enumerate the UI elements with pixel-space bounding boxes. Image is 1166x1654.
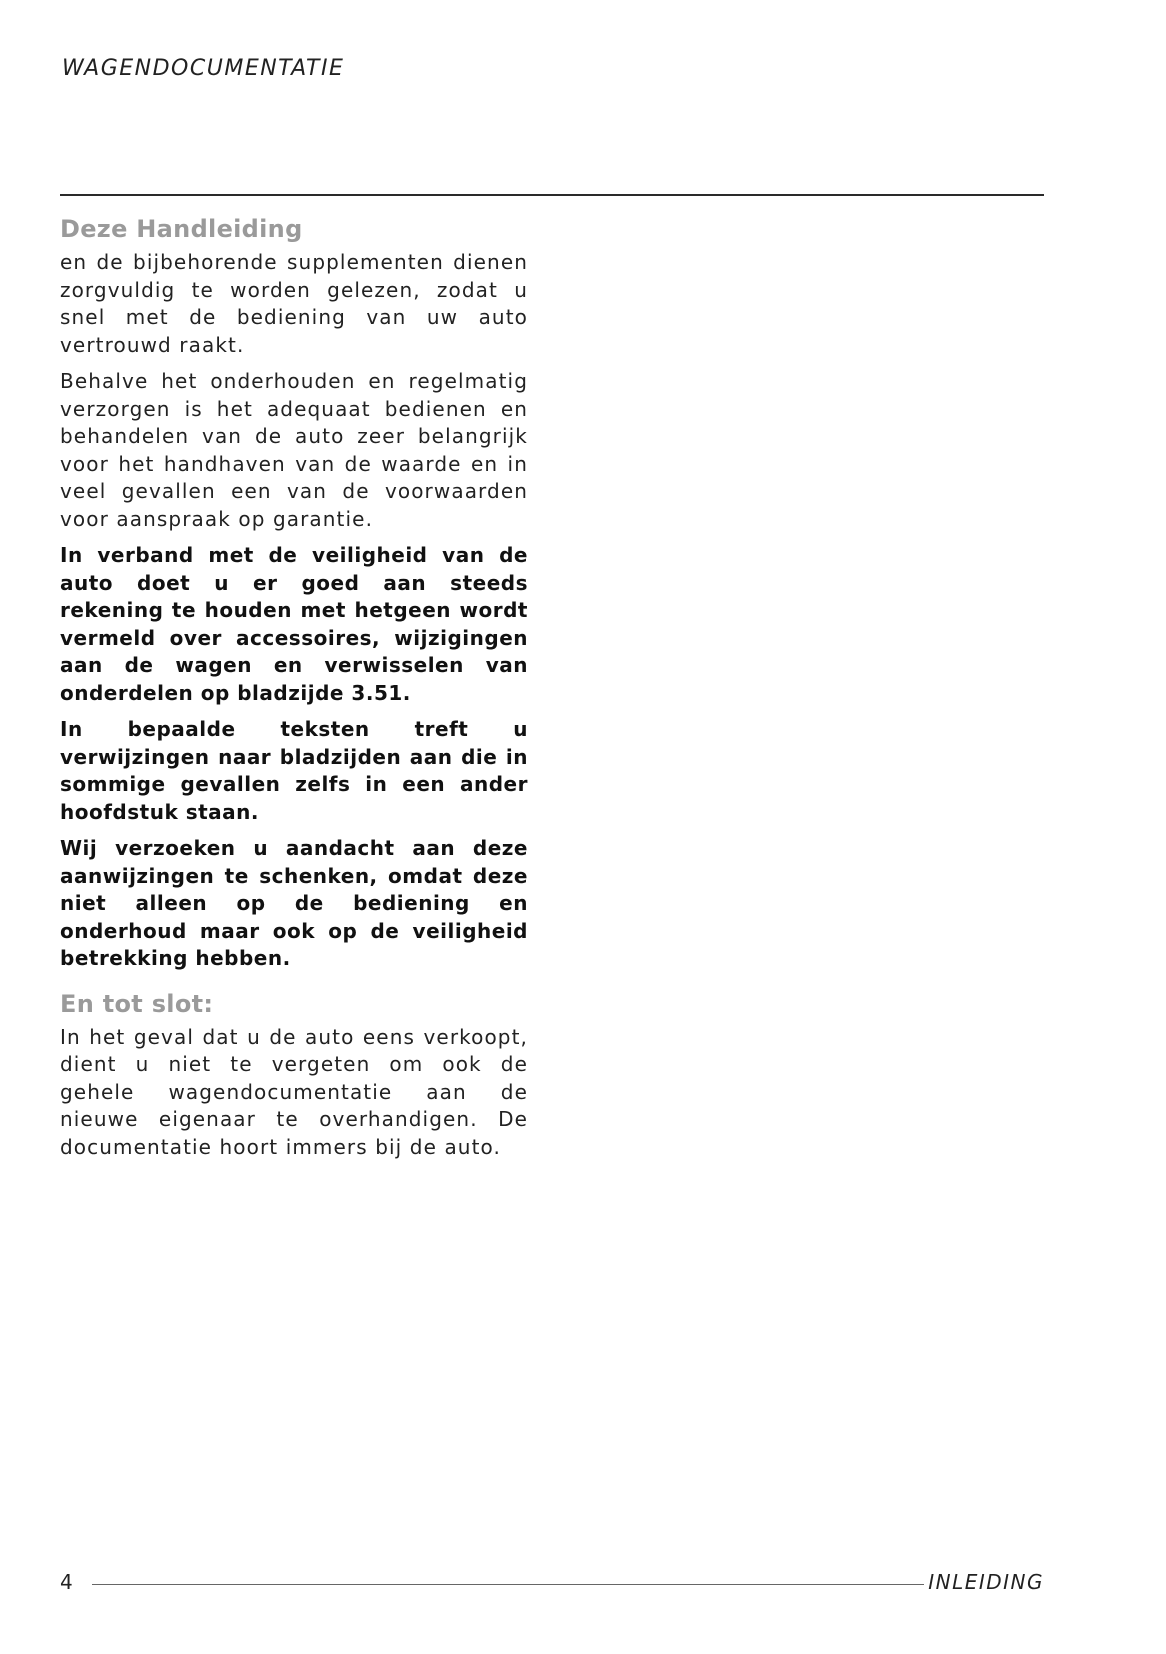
page-number: 4	[60, 1570, 73, 1594]
bold-paragraph: In bepaalde teksten treft u verwijzingen naar bladzijden aan die in sommige gevallen zelfs in een ander hoofdstuk staan.	[60, 717, 528, 824]
section-heading-tot-slot: En tot slot:	[60, 989, 214, 1018]
footer-divider	[92, 1584, 924, 1585]
text-column	[60, 214, 528, 1170]
paragraph: In het geval dat u de auto eens verkoopt, dient u niet te vergeten om ook de gehele wagendocumentatie aan de nieuwe eigenaar te overhandigen. De documentatie hoort immers bij de auto.	[60, 1024, 528, 1159]
running-header-title: WAGENDOCUMENTATIE	[62, 56, 345, 81]
paragraph: en de bijbehorende supplementen dienen zorgvuldig te worden gelezen, zodat u snel met de bediening van uw auto vertrouwd raakt.	[60, 250, 528, 357]
paragraph: Behalve het onderhouden en regelmatig verzorgen is het adequaat bedienen en behandelen van de auto zeer belangrijk voor het handhaven van de waarde en in veel gevallen een van de voorwaarden voor aanspraak op garantie.	[60, 369, 528, 531]
header-divider	[60, 194, 1044, 196]
footer-section-title: INLEIDING	[928, 1570, 1044, 1594]
bold-paragraph: Wij verzoeken u aandacht aan deze aanwijzingen te schenken, omdat deze niet alleen op de bediening en onderhoud maar ook op de veiligheid betrekking hebben.	[60, 836, 528, 970]
section-heading-handleiding: Deze Handleiding	[60, 215, 303, 243]
bold-paragraph: In verband met de veiligheid van de auto doet u er goed aan steeds rekening te houden met hetgeen wordt vermeld over accessoires, wijzigingen aan de wagen en verwisselen van onderdelen op bladzijde 3.51.	[60, 543, 528, 705]
